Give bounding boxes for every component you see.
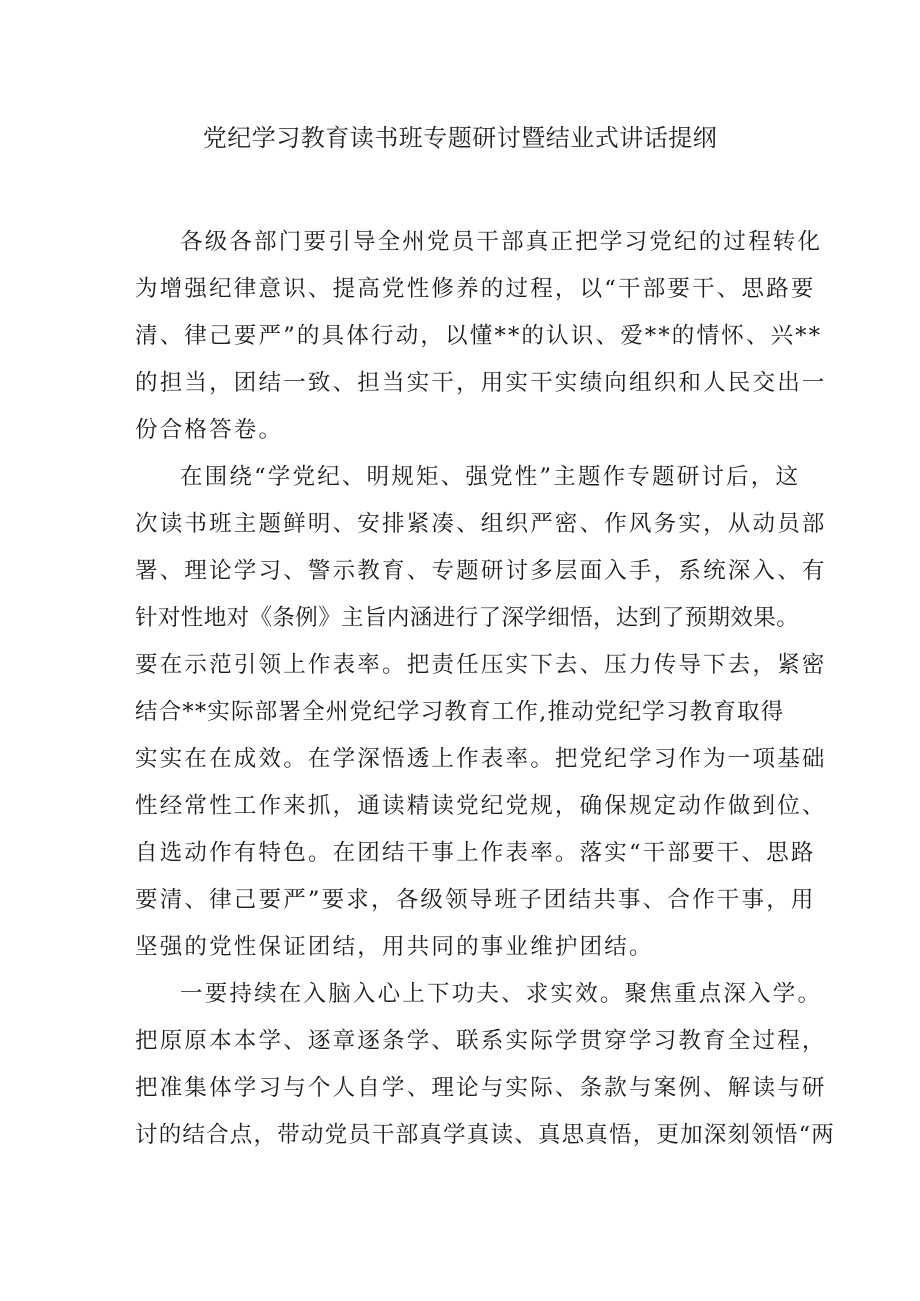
body-line-6: 在围绕“学党纪、明规矩、强党性”主题作专题研讨后，这 [180, 464, 801, 490]
body-line-1: 各级各部门要引导全州党员干部真正把学习党纪的过程转化 [180, 229, 823, 255]
document-title: 党纪学习教育读书班专题研讨暨结业式讲话提纲 [202, 124, 718, 152]
body-line-2: 为增强纪律意识、提高党性修养的过程，以“干部要干、思路要 [135, 276, 816, 302]
body-line-5: 份合格答卷。 [135, 417, 284, 443]
body-line-10: 要在示范引领上作表率。把责任压实下去、压力传导下去，紧密 [135, 652, 827, 678]
body-line-13: 性经常性工作来抓，通读精读党纪党规，确保规定动作做到位、 [135, 793, 827, 819]
body-line-15: 要清、律己要严”要求，各级领导班子团结共事、合作干事，用 [135, 887, 816, 913]
body-line-3: 清、律己要严”的具体行动，以懂**的认识、爱**的情怀、兴** [135, 323, 823, 349]
body-line-11: 结合**实际部署全州党纪学习教育工作,推动党纪学习教育取得 [135, 699, 785, 725]
body-line-7: 次读书班主题鲜明、安排紧凑、组织严密、作风务实，从动员部 [135, 511, 827, 537]
body-line-8: 署、理论学习、警示教育、专题研讨多层面入手，系统深入、有 [135, 558, 827, 584]
body-line-4: 的担当，团结一致、担当实干，用实干实绩向组织和人民交出一 [135, 370, 827, 396]
body-line-12: 实实在在成效。在学深悟透上作表率。把党纪学习作为一项基础 [135, 746, 827, 772]
body-line-18: 把原原本本学、逐章逐条学、联系实际学贯穿学习教育全过程， [135, 1028, 827, 1054]
body-line-16: 坚强的党性保证团结，用共同的事业维护团结。 [135, 934, 654, 960]
body-line-14: 自选动作有特色。在团结干事上作表率。落实“干部要干、思路 [135, 840, 816, 866]
body-line-9: 针对性地对《条例》主旨内涵进行了深学细悟，达到了预期效果。 [135, 605, 800, 631]
body-line-20: 讨的结合点，带动党员干部真学真读、真思真悟，更加深刻领悟“两 [135, 1122, 836, 1148]
body-line-19: 把准集体学习与个人自学、理论与实际、条款与案例、解读与研 [135, 1075, 827, 1101]
body-line-17: 一要持续在入脑入心上下功夫、求实效。聚焦重点深入学。 [180, 981, 823, 1007]
